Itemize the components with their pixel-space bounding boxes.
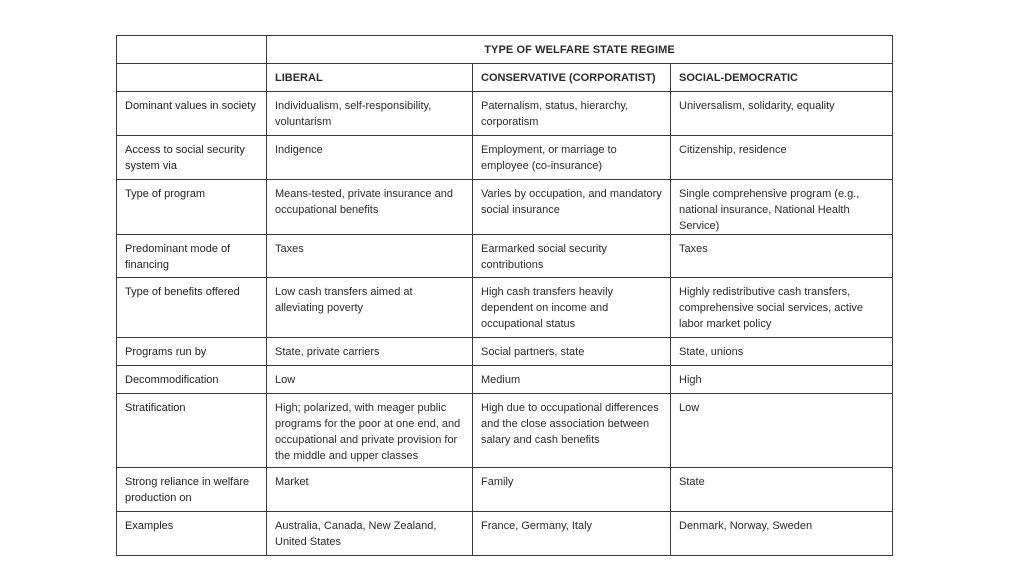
table-row (117, 468, 893, 512)
row-label: Strong reliance in welfare production on (117, 468, 267, 512)
table-row (117, 278, 893, 338)
cell-social-democratic: Highly redistributive cash transfers, comprehensive social services, active labor market policy (671, 278, 893, 338)
cell-conservative: France, Germany, Italy (473, 512, 671, 556)
cell-liberal: Low (267, 366, 473, 394)
cell-social-democratic: Single comprehensive program (e.g., national insurance, National Health Service) (671, 180, 893, 235)
cell-social-democratic: Taxes (671, 235, 893, 278)
cell-liberal: High; polarized, with meager public programs for the poor at one end, and occupational and private provision for the middle and upper classes (267, 394, 473, 468)
row-label: Stratification (117, 394, 267, 468)
cell-conservative: Employment, or marriage to employee (co-insurance) (473, 136, 671, 180)
cell-conservative: High due to occupational differences and the close association between salary and cash benefits (473, 394, 671, 468)
table-row (117, 338, 893, 366)
cell-conservative: Paternalism, status, hierarchy, corporatism (473, 92, 671, 136)
cell-conservative: Family (473, 468, 671, 512)
table-title-row (117, 36, 893, 64)
cell-conservative: Social partners, state (473, 338, 671, 366)
cell-liberal: State, private carriers (267, 338, 473, 366)
cell-liberal: Taxes (267, 235, 473, 278)
table-row (117, 180, 893, 235)
cell-social-democratic: Universalism, solidarity, equality (671, 92, 893, 136)
table-row (117, 394, 893, 468)
row-label: Dominant values in society (117, 92, 267, 136)
cell-liberal: Means-tested, private insurance and occupational benefits (267, 180, 473, 235)
corner-cell (117, 36, 267, 64)
cell-liberal: Indigence (267, 136, 473, 180)
column-header-row (117, 64, 893, 92)
column-header-conservative: CONSERVATIVE (CORPORATIST) (473, 64, 671, 92)
cell-liberal: Individualism, self-responsibility, voluntarism (267, 92, 473, 136)
cell-liberal: Market (267, 468, 473, 512)
corner-cell-lower (117, 64, 267, 92)
cell-social-democratic: Citizenship, residence (671, 136, 893, 180)
cell-social-democratic: High (671, 366, 893, 394)
row-label: Decommodification (117, 366, 267, 394)
table-row (117, 235, 893, 278)
table-row (117, 92, 893, 136)
table-row (117, 366, 893, 394)
row-label: Type of benefits offered (117, 278, 267, 338)
row-label: Programs run by (117, 338, 267, 366)
table-row (117, 136, 893, 180)
cell-conservative: Medium (473, 366, 671, 394)
cell-social-democratic: State, unions (671, 338, 893, 366)
cell-liberal: Low cash transfers aimed at alleviating poverty (267, 278, 473, 338)
cell-conservative: Varies by occupation, and mandatory social insurance (473, 180, 671, 235)
cell-social-democratic: Low (671, 394, 893, 468)
cell-social-democratic: Denmark, Norway, Sweden (671, 512, 893, 556)
welfare-regime-table (116, 35, 893, 556)
cell-social-democratic: State (671, 468, 893, 512)
row-label: Access to social security system via (117, 136, 267, 180)
table-title: TYPE OF WELFARE STATE REGIME (267, 36, 893, 64)
column-header-liberal: LIBERAL (267, 64, 473, 92)
row-label: Examples (117, 512, 267, 556)
cell-liberal: Australia, Canada, New Zealand, United States (267, 512, 473, 556)
column-header-social-democratic: SOCIAL-DEMOCRATIC (671, 64, 893, 92)
row-label: Type of program (117, 180, 267, 235)
row-label: Predominant mode of financing (117, 235, 267, 278)
table-row (117, 512, 893, 556)
cell-conservative: Earmarked social security contributions (473, 235, 671, 278)
cell-conservative: High cash transfers heavily dependent on income and occupational status (473, 278, 671, 338)
